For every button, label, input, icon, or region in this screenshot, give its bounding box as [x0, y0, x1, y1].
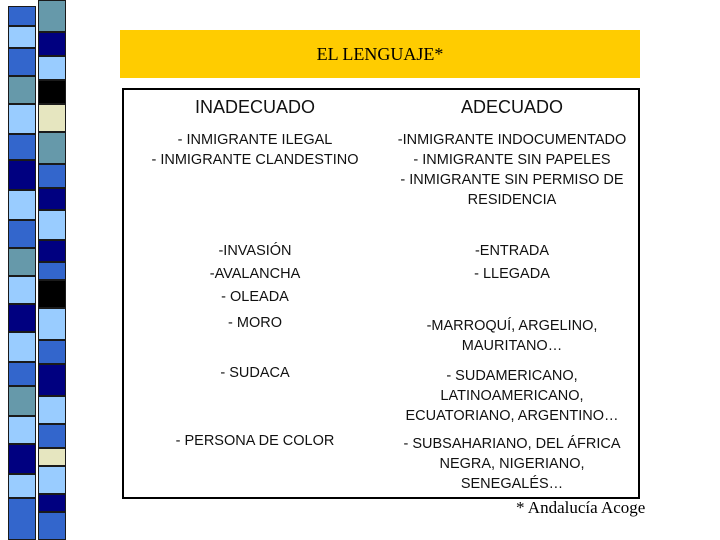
- source-footnote: * Andalucía Acoge: [516, 498, 646, 517]
- term: - SUDACA: [220, 365, 290, 381]
- term: - LLEGADA: [474, 266, 550, 282]
- term: -INVASIÓN: [218, 243, 292, 259]
- adequate-cell: [386, 430, 639, 498]
- term: - INMIGRANTE ILEGAL: [177, 132, 333, 148]
- language-table: [122, 88, 640, 499]
- table-row: [123, 240, 639, 312]
- term: - PERSONA DE COLOR: [175, 433, 335, 449]
- term: - MORO: [228, 315, 282, 331]
- table-row: [123, 362, 639, 430]
- term: - SUBSAHARIANO, DEL ÁFRICA NEGRA, NIGERIANO, SENEGALÉS…: [403, 436, 621, 492]
- term: - INMIGRANTE CLANDESTINO: [151, 152, 359, 168]
- term: -INMIGRANTE INDOCUMENTADO: [397, 132, 627, 148]
- inadequate-cell: [123, 240, 386, 312]
- term: - INMIGRANTE SIN PERMISO DE RESIDENCIA: [400, 172, 624, 208]
- term: -AVALANCHA: [209, 266, 301, 282]
- table-row: [123, 312, 639, 362]
- adequate-cell: [386, 312, 639, 362]
- table-row: [123, 126, 639, 240]
- inadequate-cell: [123, 312, 386, 362]
- term: -MARROQUÍ, ARGELINO, MAURITANO…: [426, 318, 598, 354]
- inadequate-cell: [123, 362, 386, 430]
- term: -ENTRADA: [474, 243, 550, 259]
- header-adecuado: ADECUADO: [460, 97, 563, 117]
- adequate-cell: [386, 126, 639, 240]
- header-inadecuado: INADECUADO: [194, 97, 315, 117]
- slide-title: EL LENGUAJE*: [120, 30, 640, 78]
- term: - SUDAMERICANO, LATINOAMERICANO, ECUATORIANO, ARGENTINO…: [405, 368, 619, 424]
- term: - OLEADA: [221, 289, 289, 305]
- table-row: [123, 430, 639, 498]
- adequate-cell: [386, 240, 639, 312]
- term: - INMIGRANTE SIN PAPELES: [413, 152, 611, 168]
- adequate-cell: [386, 362, 639, 430]
- decorative-stripe: [0, 0, 66, 540]
- inadequate-cell: [123, 126, 386, 240]
- table-header-row: [123, 89, 639, 126]
- inadequate-cell: [123, 430, 386, 498]
